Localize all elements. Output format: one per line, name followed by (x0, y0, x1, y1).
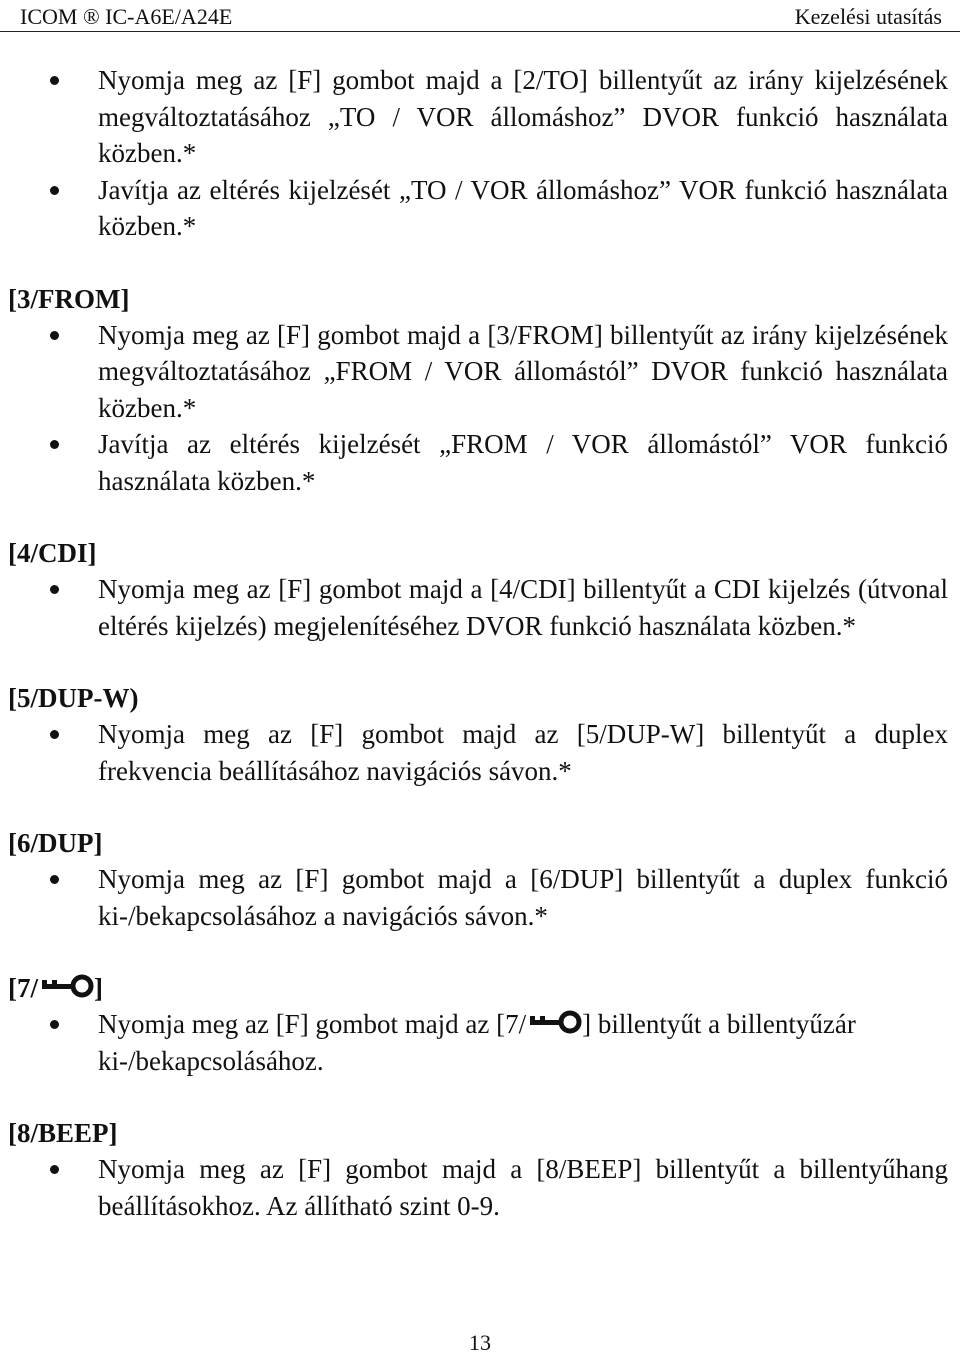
section-heading: [4/CDI] (8, 538, 97, 568)
section-heading: [8/BEEP] (8, 1118, 118, 1148)
list-item (0, 571, 960, 644)
list-item (0, 1006, 960, 1079)
list-item (0, 1151, 960, 1224)
list-item (0, 716, 960, 789)
bullet-dot-icon (50, 1165, 59, 1174)
bullet-text: Nyomja meg az [F] gombot majd a [8/BEEP] billentyűt a billentyűhang beállításokhoz. Az állítható szint 0-9. (98, 1154, 948, 1221)
bullet-text: Javítja az eltérés kijelzését „FROM / VOR állomástól” VOR funkció használata közben.* (98, 429, 948, 496)
bullet-dot-icon (50, 730, 59, 739)
bullet-text-suffix: ] billentyűt a billentyűzár ki-/bekapcsolásához. (98, 1009, 856, 1076)
key-icon (526, 1008, 582, 1036)
bullet-text-prefix: Nyomja meg az [F] gombot majd az [7/ (98, 1009, 527, 1039)
section-heading (8, 970, 960, 1006)
list-item (0, 172, 960, 245)
section-heading: [5/DUP-W) (8, 683, 139, 713)
section-to (0, 62, 960, 245)
bullet-text: Nyomja meg az [F] gombot majd az [5/DUP-W] billentyűt a duplex frekvencia beállításához navigációs sávon.* (98, 719, 948, 786)
list-item (0, 317, 960, 427)
bullet-dot-icon (50, 76, 59, 85)
header-title: Kezelési utasítás (794, 4, 942, 29)
section-dup-w (0, 680, 960, 789)
list-item (0, 62, 960, 172)
header-rule (0, 31, 960, 32)
bullet-text: Nyomja meg az [F] gombot majd a [2/TO] billentyűt az irány kijelzésének megváltoztatásához „TO / VOR állomáshoz” DVOR funkció használata közben.* (98, 65, 948, 168)
section-from (0, 281, 960, 500)
section-heading: [6/DUP] (8, 828, 103, 858)
list-item (0, 861, 960, 934)
section-key-lock (0, 970, 960, 1079)
bullet-text: Nyomja meg az [F] gombot majd a [3/FROM] billentyűt az irány kijelzésének megváltoztatásához „FROM / VOR állomástól” DVOR funkció használata közben.* (98, 319, 948, 423)
key-icon (38, 972, 94, 1000)
bullet-text: Nyomja meg az [F] gombot majd a [6/DUP] billentyűt a duplex funkció ki-/bekapcsolásához a navigációs sávon.* (98, 864, 948, 931)
bullet-text: Javítja az eltérés kijelzését „TO / VOR állomáshoz” VOR funkció használata közben.* (98, 174, 948, 241)
bullet-dot-icon (50, 875, 59, 884)
bullet-dot-icon (50, 331, 59, 340)
page-number: 13 (469, 1330, 491, 1355)
heading-suffix: ] (94, 973, 103, 1003)
list-item (0, 426, 960, 499)
page-header (0, 0, 960, 34)
header-model: ICOM ® IC-A6E/A24E (20, 4, 233, 29)
heading-prefix: [7/ (8, 973, 38, 1003)
section-dup (0, 825, 960, 934)
section-cdi (0, 535, 960, 644)
bullet-dot-icon (50, 1020, 59, 1029)
bullet-dot-icon (50, 585, 59, 594)
bullet-text: Nyomja meg az [F] gombot majd a [4/CDI] billentyűt a CDI kijelzés (útvonal eltérés kijelzés) megjelenítéséhez DVOR funkció használata közben.* (98, 574, 948, 641)
section-heading: [3/FROM] (8, 283, 130, 314)
bullet-dot-icon (50, 440, 59, 449)
section-beep (0, 1115, 960, 1224)
bullet-dot-icon (50, 186, 59, 195)
page-content (0, 62, 960, 1224)
